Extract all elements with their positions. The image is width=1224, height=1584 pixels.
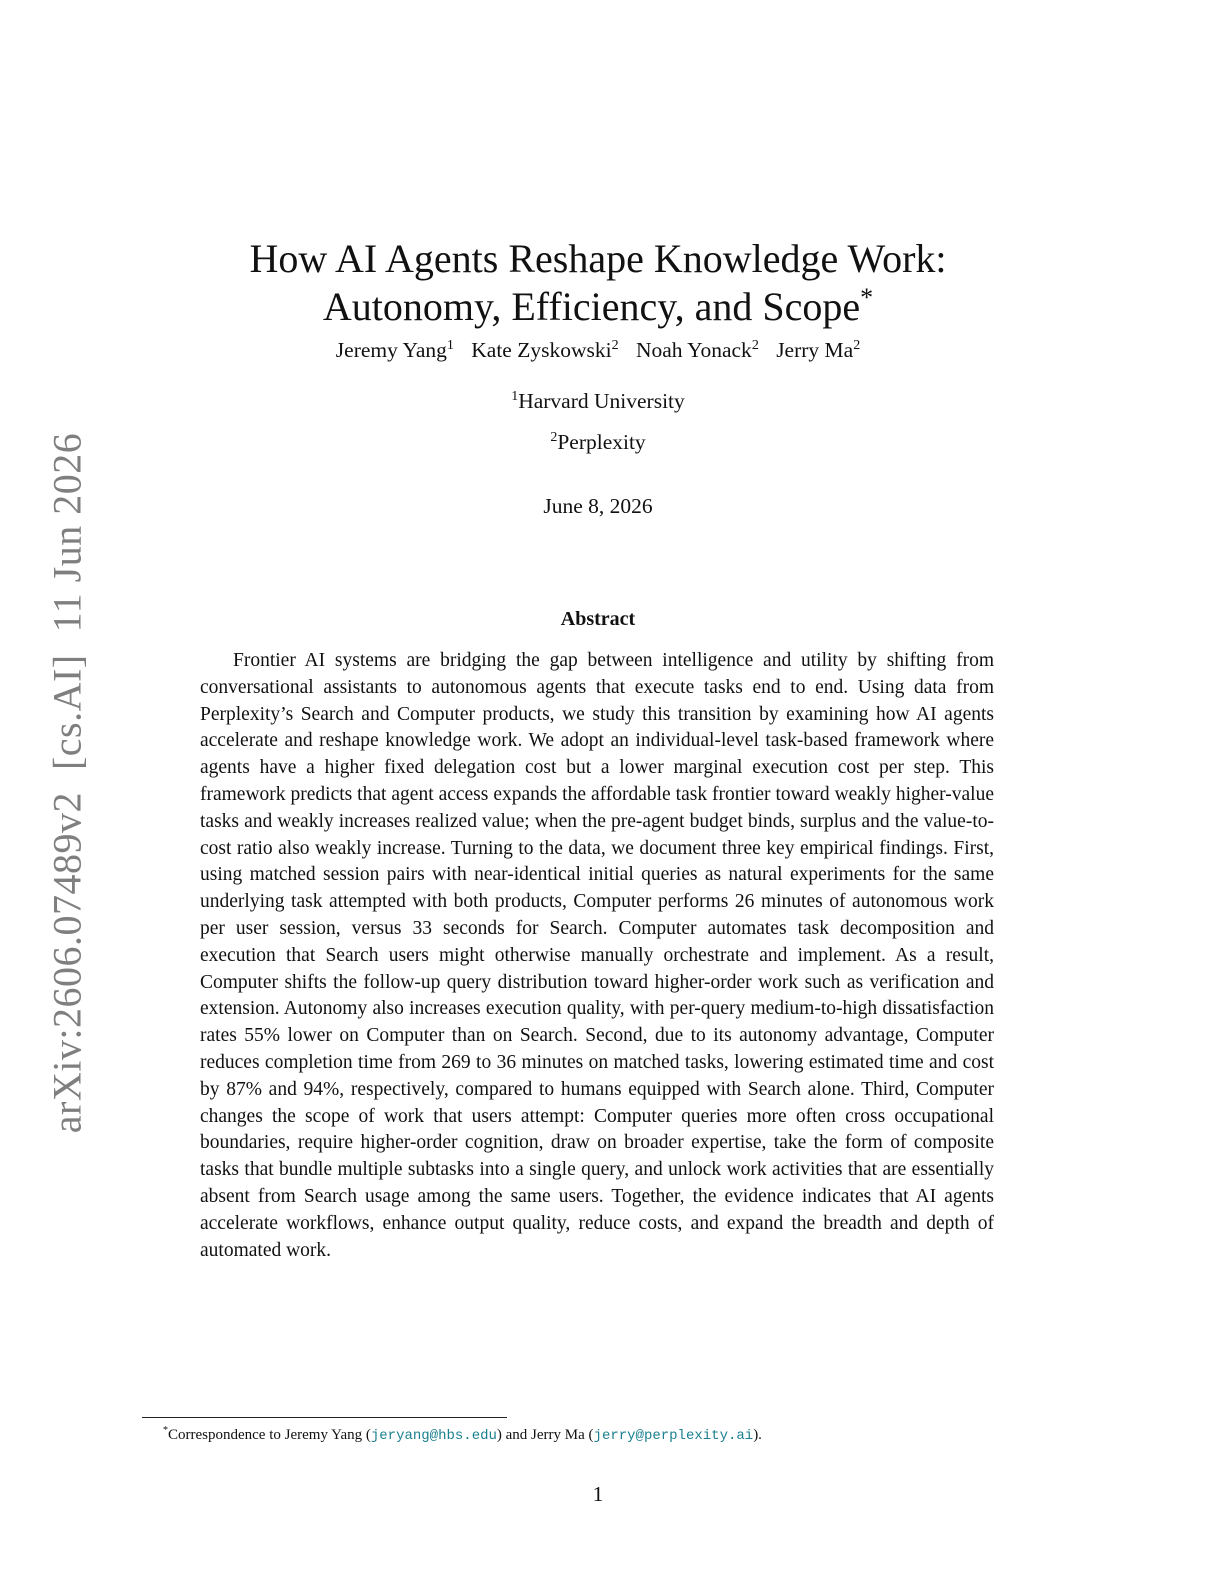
author-name: Noah Yonack xyxy=(635,338,752,362)
author-name: Jerry Ma xyxy=(776,338,854,362)
author-affiliation-number: 2 xyxy=(611,338,619,353)
abstract-text: Frontier AI systems are bridging the gap between intelligence and utility by shifting from conversational assistants to autonomous agents that execute tasks end to end. Using data from Perplexity’s Search and Computer products, we study this transition by examining how AI agents accelerate and reshape knowledge work. We adopt an individual-level task-based framework where agents have a higher fixed delegation cost but a lower marginal execution cost per step. This framework predicts that agent access expands the affordable task frontier toward weakly higher-value tasks and weakly increases realized value; when the pre-agent budget binds, surplus and the value-to-cost ratio also weakly increase. Turning to the data, we document three key empirical findings. First, using matched session pairs with near-identical initial queries as natural experiments for the same underlying task attempted with both products, Computer performs 26 minutes of autonomous work per user session, versus 33 seconds for Search. Computer automates task decomposition and execution that Search users might otherwise manually orchestrate and implement. As a result, Computer shifts the follow-up query distribution toward higher-order work such as verification and extension. Autonomy also increases execution quality, with per-query medium-to-high dissatisfaction rates 55% lower on Computer than on Search. Second, due to its autonomy advantage, Computer reduces completion time from 269 to 36 minutes on matched tasks, lowering estimated time and cost by 87% and 94%, respectively, compared to humans equipped with Search alone. Third, Computer changes the scope of work that users attempt: Computer queries more often cross occupational boundaries, require higher-order cognition, draw on broader expertise, take the form of composite tasks that bundle multiple subtasks into a single query, and unlock work activities that are essentially absent from Search usage among the same users. Together, the evidence indicates that AI agents accelerate workflows, enhance output quality, reduce costs, and expand the breadth and depth of automated work. xyxy=(200,650,994,1261)
arxiv-category: [cs.AI] xyxy=(44,654,90,771)
title-line-1: How AI Agents Reshape Knowledge Work: xyxy=(249,235,947,281)
title-line-2: Autonomy, Efficiency, and Scope xyxy=(322,283,861,329)
author-affiliation-number: 2 xyxy=(751,338,759,353)
author-affiliation-number: 2 xyxy=(853,338,861,353)
paper-title xyxy=(0,235,1196,331)
footnote-divider xyxy=(142,1417,507,1418)
author-name: Jeremy Yang xyxy=(335,338,447,362)
footnote-text: ). xyxy=(753,1427,762,1443)
author-name: Kate Zyskowski xyxy=(471,338,612,362)
page-number: 1 xyxy=(592,1482,604,1506)
email-link-jeremy-yang[interactable]: jeryang@hbs.edu xyxy=(370,1428,497,1444)
arxiv-date: 11 Jun 2026 xyxy=(44,432,90,633)
email-link-jerry-ma[interactable]: jerry@perplexity.ai xyxy=(593,1428,754,1444)
arxiv-identifier-stamp xyxy=(44,433,91,1133)
correspondence-footnote xyxy=(163,1425,762,1446)
affiliation xyxy=(0,387,1196,415)
author-list xyxy=(0,336,1196,364)
affiliation-number: 2 xyxy=(550,430,558,445)
footnote-marker: * xyxy=(163,1425,168,1436)
arxiv-id: arXiv:2606.07489v2 xyxy=(44,792,90,1134)
author-affiliation-number: 1 xyxy=(446,338,454,353)
author xyxy=(471,336,618,364)
author xyxy=(776,336,860,364)
footnote-text: ) and Jerry Ma ( xyxy=(496,1427,594,1443)
paper-date: June 8, 2026 xyxy=(543,494,653,518)
author xyxy=(636,336,759,364)
abstract-heading: Abstract xyxy=(560,608,636,630)
affiliation-name: Harvard University xyxy=(518,389,685,413)
affiliation-name: Perplexity xyxy=(557,430,646,454)
author xyxy=(336,336,454,364)
affiliation xyxy=(0,428,1196,456)
title-footnote-marker: * xyxy=(860,282,874,312)
footnote-text: Correspondence to Jeremy Yang ( xyxy=(168,1427,371,1443)
affiliation-number: 1 xyxy=(511,389,519,404)
